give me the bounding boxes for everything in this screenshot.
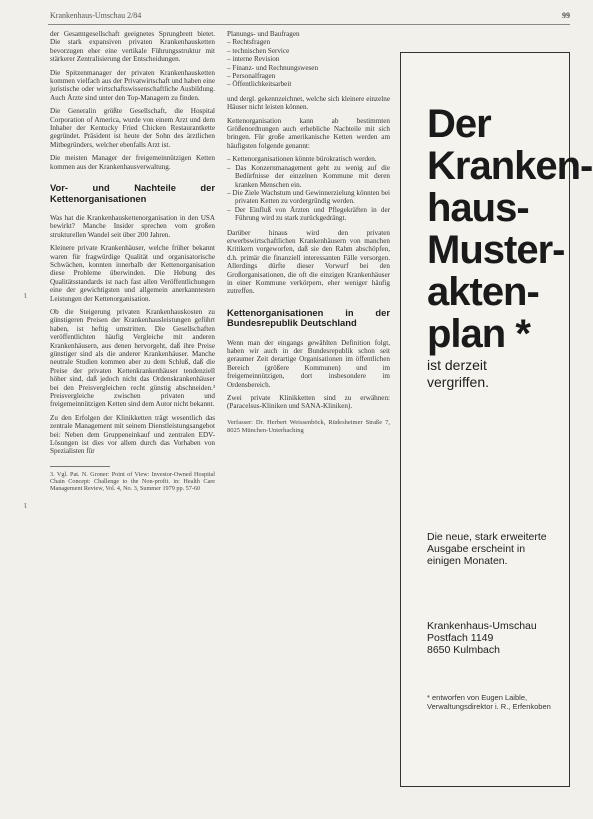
- paragraph: der Gesamtgesellschaft geeignetes Sprungbrett bietet. Die stark expansiven privaten Krankenhausketten bevorzugen eher eine vertikale Führungsstruktur mit stärkerer Zentralisierung der Entscheidungen.: [50, 30, 215, 64]
- margin-mark-icon: ɩ: [24, 290, 27, 301]
- address-line: Postfach 1149: [427, 632, 494, 644]
- paragraph: Die Spitzenmanager der privaten Krankenhausketten kommen vielfach aus der Privatwirtschaft und haben eine juristische oder wirtschaftswissenschaftliche Ausbildung. Auch Ärzte sind unter den Top-Managern zu finden.: [50, 68, 215, 102]
- section-heading: Vor- und Nachteile der Kettenorganisationen: [50, 182, 215, 204]
- list-item: – Das Konzernmanagement geht zu wenig auf die Bedürfnisse der einzelnen Kommune mit deren kranken Menschen ein.: [227, 163, 390, 189]
- headline-line: Der: [427, 102, 491, 146]
- column-left: [50, 30, 215, 492]
- address-line: Krankenhaus-Umschau: [427, 620, 537, 632]
- paragraph: Wenn man der eingangs gewählten Definition folgt, haben wir auch in der Bundesrepublik schon seit geraumer Zeit derartige Organisationen im öffentlichen Bereich (größere Kommunen) und im freigemeinnützigen, dort insbesondere im Ordensbereich.: [227, 338, 390, 389]
- header-rule: [48, 24, 570, 25]
- list-item: – Kettenorganisationen könnte bürokratisch werden.: [227, 155, 377, 164]
- headline-line: haus-: [427, 186, 529, 230]
- notice-box: [400, 52, 593, 787]
- running-head: [50, 11, 570, 25]
- list-item: – Öffentlichkeitsarbeit: [227, 80, 292, 89]
- footnote-rule: [50, 466, 110, 467]
- subline-line: vergriffen.: [427, 374, 489, 390]
- notice-address: [427, 620, 567, 656]
- section-heading: Kettenorganisationen in der Bundesrepublik Deutschland: [227, 306, 390, 329]
- paragraph: Darüber hinaus wird den privaten erwerbswirtschaftlichen Krankenhäusern von manchen Kritikern vorgeworfen, daß sie den Rahm abschöpfen, d.h. primär die finanziell interessanten Fälle versorgen. Allerdings dürfte dieser Vorwurf bei den Großorganisationen, die oft die einzigen Krankenhäuser in einer Kommune verkörpern, eher weniger häufig zutreffen.: [227, 228, 390, 296]
- running-title: Krankenhaus-Umschau 2/84: [50, 11, 142, 20]
- list-item: – Die Ziele Wachstum und Gewinnerzielung könnten bei privaten Ketten zu vordergründig werden.: [227, 188, 390, 206]
- page-number: 99: [562, 11, 570, 20]
- paragraph: Zu den Erfolgen der Klinikketten trägt wesentlich das zentrale Management mit seinem Dienstleistungsangebot bei: Neben dem Gruppeneinkauf und zentralen EDV-Lösungen ist dies vor allem durch das Vorhaben von Spezialisten für: [50, 413, 215, 456]
- column-middle: [227, 30, 390, 434]
- list-item: – technischen Service: [227, 46, 290, 55]
- list-item: Planungs- und Baufragen: [227, 30, 300, 38]
- notice-subline: [427, 357, 567, 391]
- paragraph: Kettenorganisation kann ab bestimmten Größenordnungen auch erhebliche Nachteile mit sich bringen. Für große amerikanische Ketten werden am häufigsten folgende genannt:: [227, 116, 390, 150]
- list-item: – Personalfragen: [227, 72, 276, 81]
- paragraph: Die Generalin größte Gesellschaft, die Hospital Corporation of America, wurde von einem Arzt und dem Inhaber der Kentucky Fried Chicken Restaurantkette gegründet. Präsident ist heute der Sohn des ärztlichen Mitbegründers, welcher ebenfalls Arzt ist.: [50, 107, 215, 149]
- author-contact: Verfasser: Dr. Herbert Weissenböck, Rüdesheimer Straße 7, 8025 München-Unterhaching: [227, 418, 390, 434]
- paragraph: Was hat die Krankenhauskettenorganisation in den USA bewirkt? Manche Insider sprechen vom großen strukturellen Wandel seit über 200 Jahren.: [50, 213, 215, 239]
- list-item: – Der Einfluß von Ärzten und Pflegekräften in der Führung wird zu stark zurückgedrängt.: [227, 205, 390, 223]
- headline-line: Kranken-: [427, 144, 593, 188]
- footnote: 3. Vgl. Pat. N. Groner: Point of View: Investor-Owned Hospital Chain Concept: Challenge to the Non-profit. in: Health Care Management Review, Vol. 4, No. 3, Summer 1979 pp. 57-60: [50, 470, 215, 493]
- notice-headline: [427, 102, 593, 356]
- list-item: – Rechtsfragen: [227, 38, 271, 47]
- list-item: – Finanz- und Rechnungswesen: [227, 63, 319, 72]
- headline-line: Muster-: [427, 228, 565, 272]
- list-item: – interne Revision: [227, 55, 280, 64]
- paragraph: Die meisten Manager der freigemeinnützigen Ketten kommen aus der Krankenhausverwaltung.: [50, 154, 215, 171]
- paragraph: Ob die Steigerung privaten Krankenhauskosten zu günstigeren Preisen der Krankenhausleistungen geführt haben, ist heftig umstritten. Die Gesellschaften veröffentlichten häufig Vergleiche mit anderen Krankenhäusern, aus denen hervorgeht, daß ihre Preise günstiger sind als die anderer Krankenhäuser. Manche neutrale Studien kommen aber zu dem Schluß, daß die Preise der privaten Kettenkrankenhäuser tendenziell höher sind, daß jedoch nicht das Ordenskrankenhäuser bei den Preisvergleichen recht günstig abschneiden.³ Preisvergleiche zwischen privaten und freigemeinnützigen Ketten sind dem Autor nicht bekannt.: [50, 307, 215, 409]
- notice-credit: * entworfen von Eugen Laible, Verwaltungsdirektor i. R., Erfenkoben: [427, 693, 551, 711]
- list-drawbacks: [227, 155, 390, 222]
- paragraph: und dergl. gekennzeichnet, welche sich kleinere einzelne Häuser nicht leisten können.: [227, 94, 390, 112]
- list-services: [227, 30, 390, 89]
- paragraph: Kleinere private Krankenhäuser, welche früher bekannt waren für fragwürdige Qualität und organisatorische Schwächen, konnten innerhalb der Kettenorganisation diese Probleme überwinden. Die Hebung des Qualitätsstandards ist nach fast allen Veröffentlichungen eine der gewichtigsten und allgemein anerkanntesten Leistungen der Kettenorganisation.: [50, 244, 215, 303]
- subline-line: ist derzeit: [427, 357, 487, 373]
- headline-line: akten-: [427, 270, 539, 314]
- address-line: 8650 Kulmbach: [427, 644, 500, 656]
- paragraph: Zwei private Klinikketten sind zu erwähnen: (Paracelsus-Kliniken und SANA-Kliniken).: [227, 394, 390, 411]
- notice-new-edition: Die neue, stark erweiterte Ausgabe erscheint in einigen Monaten.: [427, 531, 547, 567]
- headline-line: plan *: [427, 312, 530, 356]
- margin-mark-icon: ɩ: [24, 500, 27, 511]
